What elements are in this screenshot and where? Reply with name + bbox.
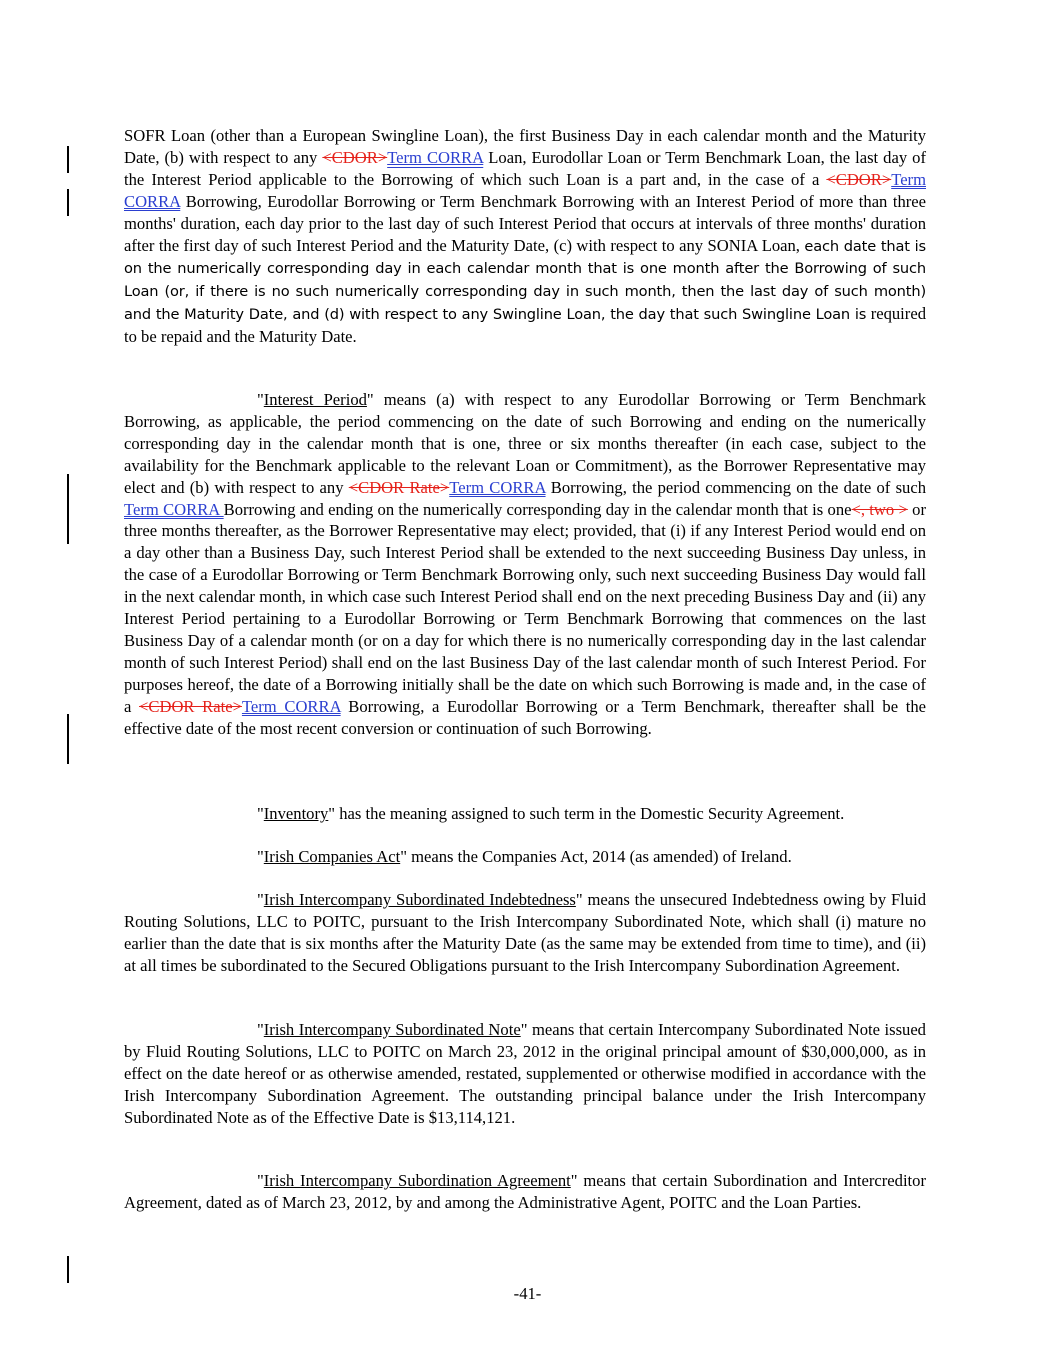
deleted-text: <CDOR Rate> — [348, 477, 450, 497]
paragraph-irish-intercompany-subordinated-indebtedness — [124, 889, 926, 977]
quote: " — [257, 890, 264, 909]
quote: " — [257, 847, 264, 866]
paragraph-irish-intercompany-subordination-agreement — [124, 1170, 926, 1214]
page-number: -41- — [513, 1284, 542, 1303]
quote: " — [257, 390, 264, 409]
text: Loan, Eurodollar Loan or Term Benchmark Loan, the last day of the Interest Period applicable to the Borrowing of which such Loan is a part and, in the case of a — [124, 147, 926, 189]
change-bar — [67, 474, 69, 544]
defined-term: Inventory — [263, 804, 329, 823]
inserted-text: Term CORRA — [124, 499, 224, 519]
paragraph-inventory — [124, 803, 926, 825]
text: " means (a) with respect to any Eurodollar Borrowing or Term Benchmark Borrowing, as applicable, the period commencing on the date of such Borrowing and ending on the numerically corresponding day in the calendar month that is one, three or six months thereafter (in each case, subject to the availability for the Benchmark applicable to the relevant Loan or Commitment), as the Borrower Representative may elect and (b) with respect to any — [124, 390, 927, 497]
defined-term: Interest Period — [263, 390, 367, 409]
text: " means that certain Subordination and Intercreditor Agreement, dated as of March 23, 2012, by and among the Administrative Agent, POITC and the Loan Parties. — [124, 1171, 926, 1212]
text: " has the meaning assigned to such term in the Domestic Security Agreement. — [328, 804, 845, 823]
quote: " — [257, 1171, 264, 1190]
change-bar — [67, 1256, 69, 1283]
change-bar — [67, 714, 69, 764]
paragraph-irish-companies-act — [124, 846, 926, 868]
paragraph-irish-intercompany-subordinated-note — [124, 1019, 926, 1129]
paragraph-interest-period — [124, 389, 926, 740]
text: Borrowing and ending on the numerically corresponding day in the calendar month that is one — [223, 499, 852, 519]
deleted-text: <, two > — [851, 499, 908, 519]
text: Borrowing, the period commencing on the date of such — [545, 477, 926, 497]
inserted-text: Term CORRA — [241, 696, 341, 716]
sans-text: each date that is on the numerically corresponding day in each calendar month that is one month after the Borrowing of such Loan (or, if there is no such numerically corresponding day in such month, then the last day of such month) and the Maturity Date, and (d) with respect to any Swingline Loan, the day that such Swingline Loan is — [124, 237, 926, 324]
text: Borrowing, Eurodollar Borrowing or Term Benchmark Borrowing with an Interest Period of more than three months' duration, each day prior to the last day of such Interest Period that occurs at intervals of three months' duration after the first day of such Interest Period and the Maturity Date, (c) with respect to any SONIA Loan, — [124, 191, 926, 255]
defined-term: Irish Intercompany Subordination Agreement — [263, 1171, 571, 1190]
inserted-text: Term CORRA — [387, 147, 484, 167]
text: or three months thereafter, as the Borrower Representative may elect; provided, that (i) if any Interest Period would end on a day other than a Business Day, such Interest Period shall be extended to the next succeeding Business Day unless, in the case of a Eurodollar Borrowing or Term Benchmark Borrowing only, such next succeeding Business Day would fall in the next calendar month, in which case such Interest Period shall end on the next preceding Business Day and (ii) any Interest Period pertaining to a Eurodollar Borrowing or Term Benchmark Borrowing that commences on the last Business Day of a calendar month (or on a day for which there is no numerically corresponding day in the last calendar month of such Interest Period) shall end on the last Business Day of the last calendar month of such Interest Period. For purposes hereof, the date of a Borrowing initially shall be the date on which such Borrowing is made and, in the case of a — [124, 499, 926, 716]
defined-term: Irish Companies Act — [263, 847, 401, 866]
text: " means the Companies Act, 2014 (as amended) of Ireland. — [400, 847, 792, 866]
text: " means the unsecured Indebtedness owing by Fluid Routing Solutions, LLC to POITC, pursuant to the Irish Intercompany Subordinated Note, which shall (i) mature no earlier than the date that is six months after the Maturity Date (as the same may be extended from time to time), and (ii) at all times be subordinated to the Secured Obligations pursuant to the Irish Intercompany Subordination Agreement. — [124, 890, 926, 975]
defined-term: Irish Intercompany Subordinated Note — [263, 1020, 521, 1039]
quote: " — [257, 804, 264, 823]
deleted-text: <CDOR> — [322, 147, 388, 167]
text: Borrowing, a Eurodollar Borrowing or a Term Benchmark, thereafter shall be the effective date of the most recent conversion or continuation of such Borrowing. — [124, 696, 927, 738]
text: " means that certain Intercompany Subordinated Note issued by Fluid Routing Solutions, LLC to POITC on March 23, 2012 in the original principal amount of $30,000,000, as in effect on the date hereof or as otherwise amended, restated, supplemented or otherwise modified in accordance with the Irish Intercompany Subordination Agreement. The outstanding principal balance under the Irish Intercompany Subordinated Note as of the Effective Date is $13,114,121. — [124, 1020, 926, 1127]
deleted-text: <CDOR Rate> — [139, 696, 242, 716]
deleted-text: <CDOR> — [826, 169, 892, 189]
inserted-text: Term CORRA — [124, 169, 926, 211]
paragraph-interest-payment-date-continued — [124, 125, 926, 348]
change-bar — [67, 146, 69, 173]
inserted-text: Term CORRA — [449, 477, 546, 497]
change-bar — [67, 189, 69, 216]
defined-term: Irish Intercompany Subordinated Indebtedness — [263, 890, 576, 909]
quote: " — [257, 1020, 264, 1039]
text: SOFR Loan (other than a European Swingline Loan), the first Business Day in each calendar month and the Maturity Date, (b) with respect to any — [124, 126, 926, 167]
text: required to be repaid and the Maturity Date. — [124, 304, 926, 347]
